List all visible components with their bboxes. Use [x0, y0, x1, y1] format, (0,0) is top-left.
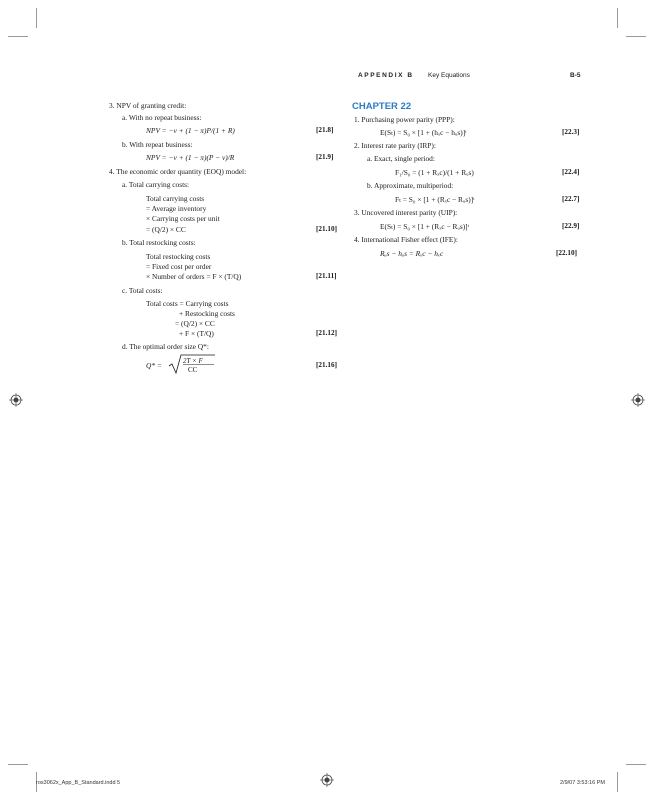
fraction-numerator: 2T × F: [183, 357, 203, 365]
equation-21-10: = (Q/2) × CC: [146, 225, 186, 234]
equation-21-12: + F × (T/Q): [179, 329, 214, 338]
equation-21-8: NPV = −v + (1 − π)P/(1 + R): [146, 126, 235, 135]
chapter-title: CHAPTER 22: [352, 101, 412, 112]
equation-line: Total carrying costs: [146, 194, 205, 203]
crop-mark: [8, 36, 28, 37]
equation-22-10: Rᵤs − hᵤs = Rₓc − hₓc: [380, 249, 444, 258]
item-4-ife: 4. International Fisher effect (IFE):: [354, 235, 458, 244]
equation-21-9: NPV = −v + (1 − π)(P − v)/R: [146, 153, 235, 162]
registration-mark-icon: [9, 393, 23, 407]
header-section: Key Equations: [428, 72, 470, 79]
eq-number-21-9: [21.9]: [316, 153, 334, 161]
eq-number-22-4: [22.4]: [562, 168, 580, 176]
fraction-denominator: CC: [188, 366, 198, 374]
registration-mark-icon: [631, 393, 645, 407]
item-1: 1. Purchasing power parity (PPP):: [354, 115, 455, 124]
item-4c: c. Total costs:: [122, 286, 163, 295]
crop-mark: [617, 8, 618, 28]
footer-timestamp: 2/9/07 3:53:16 PM: [560, 780, 605, 786]
eq-number-22-9: [22.9]: [562, 222, 580, 230]
item-4: 4. The economic order quantity (EOQ) model:: [109, 167, 247, 176]
equation-line: = Fixed cost per order: [146, 262, 212, 271]
crop-mark: [626, 764, 646, 765]
crop-mark: [36, 8, 37, 28]
footer-file-slug: ros3062x_App_B_Standard.indd 5: [36, 780, 121, 786]
equation-line: = (Q/2) × CC: [175, 319, 215, 328]
item-4b: b. Total restocking costs:: [122, 238, 196, 247]
item-4a: a. Total carrying costs:: [122, 180, 190, 189]
equation-21-16: Q* =: [146, 361, 162, 370]
item-3-uip: 3. Uncovered interest parity (UIP):: [354, 208, 458, 217]
item-3a: a. With no repeat business:: [122, 113, 202, 122]
registration-mark-icon: [320, 773, 334, 787]
equation-line: Total costs = Carrying costs: [146, 299, 229, 308]
eq-number-22-7: [22.7]: [562, 195, 580, 203]
item-2a: a. Exact, single period:: [367, 154, 435, 163]
item-2b: b. Approximate, multiperiod:: [367, 181, 454, 190]
crop-mark: [8, 764, 28, 765]
equation-22-7: Fₜ = S₀ × [1 + (Rₓc − Rᵤs)]ᵗ: [395, 195, 475, 204]
eq-number-21-11: [21.11]: [316, 272, 337, 280]
item-2: 2. Interest rate parity (IRP):: [354, 141, 436, 150]
item-3b: b. With repeat business:: [122, 140, 193, 149]
eq-number-22-3: [22.3]: [562, 128, 580, 136]
crop-mark: [617, 772, 618, 792]
eq-number-21-8: [21.8]: [316, 126, 334, 134]
equation-22-3: E(Sₜ) = S₀ × [1 + (hₓc − hᵤs)]ᵗ: [380, 128, 467, 137]
item-3: 3. NPV of granting credit:: [109, 101, 187, 110]
header-page-number: B-5: [570, 72, 581, 79]
equation-line: Total restocking costs: [146, 252, 211, 261]
equation-line: × Carrying costs per unit: [146, 214, 220, 223]
header-appendix: APPENDIX B: [358, 72, 414, 79]
equation-22-4: F₁/S₀ = (1 + Rₓc)/(1 + Rᵤs): [395, 168, 474, 177]
equation-line: = Average inventory: [146, 204, 207, 213]
eq-number-21-10: [21.10]: [316, 225, 337, 233]
eq-number-21-16: [21.16]: [316, 361, 337, 369]
crop-mark: [626, 36, 646, 37]
eq-number-22-10: [22.10]: [556, 249, 577, 257]
eq-number-21-12: [21.12]: [316, 329, 337, 337]
item-4d: d. The optimal order size Q*:: [122, 342, 209, 351]
equation-21-11: × Number of orders = F × (T/Q): [146, 272, 242, 281]
equation-22-9: E(Sₜ) = S₀ × [1 + (Rₓc − Rᵤs)]ᵗ: [380, 222, 470, 231]
equation-line: + Restocking costs: [179, 309, 235, 318]
